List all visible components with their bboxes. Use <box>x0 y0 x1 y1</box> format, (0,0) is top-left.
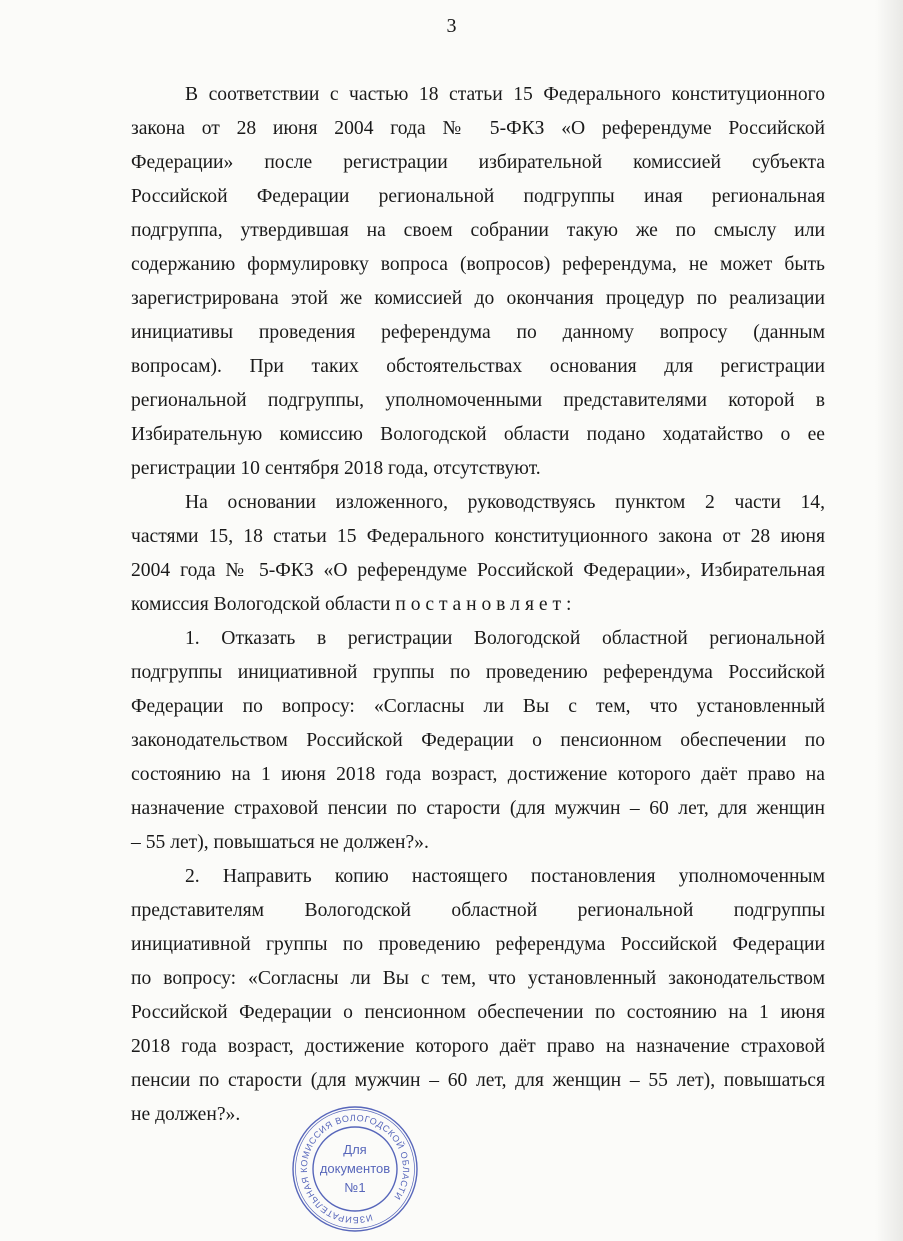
text-line: 2018 года возраст, достижение которого даёт право на назначение страховой <box>131 1036 825 1057</box>
text-line: На основании изложенного, руководствуясь пунктом 2 части 14, <box>185 492 825 513</box>
paragraph <box>131 486 825 622</box>
paragraph <box>131 860 825 1132</box>
text-line: Избирательную комиссию Вологодской области подано ходатайство о ее <box>131 424 825 445</box>
text-line: 1. Отказать в регистрации Вологодской областной региональной <box>185 628 825 649</box>
text-line: В соответствии с частью 18 статьи 15 Федерального конституционного <box>185 84 825 105</box>
text-line: подгруппа, утвердившая на своем собрании такую же по смыслу или <box>131 220 825 241</box>
text-line: законодательством Российской Федерации о пенсионном обеспечении по <box>131 730 825 751</box>
text-line: подгруппы инициативной группы по проведению референдума Российской <box>131 662 825 683</box>
text-line: инициативной группы по проведению референдума Российской Федерации <box>131 934 825 955</box>
text-line: Федерации по вопросу: «Согласны ли Вы с тем, что установленный <box>131 696 825 717</box>
stamp-ring-text: ИЗБИРАТЕЛЬНАЯ КОМИССИЯ ВОЛОГОДСКОЙ ОБЛАСТИ <box>298 1112 412 1226</box>
stamp-center-line1: Для <box>343 1142 367 1157</box>
text-line: Российской Федерации региональной подгруппы иная региональная <box>131 186 825 207</box>
scan-edge-shadow <box>875 0 903 1241</box>
text-line: инициативы проведения референдума по данному вопросу (данным <box>131 322 825 343</box>
text-line: комиссия Вологодской области п о с т а н о в л я е т : <box>131 594 572 615</box>
document-body <box>131 78 825 1132</box>
page-number: 3 <box>446 15 457 37</box>
text-line: пенсии по старости (для мужчин – 60 лет, для женщин – 55 лет), повышаться <box>131 1070 825 1091</box>
text-line: регистрации 10 сентября 2018 года, отсутствуют. <box>131 458 541 479</box>
text-line: Российской Федерации о пенсионном обеспечении по состоянию на 1 июня <box>131 1002 825 1023</box>
text-line: представителям Вологодской областной региональной подгруппы <box>131 900 825 921</box>
text-line: Федерации» после регистрации избирательной комиссией субъекта <box>131 152 825 173</box>
text-line: зарегистрирована этой же комиссией до окончания процедур по реализации <box>131 288 825 309</box>
text-line: содержанию формулировку вопроса (вопросов) референдума, не может быть <box>131 254 825 275</box>
text-line: состоянию на 1 июня 2018 года возраст, достижение которого даёт право на <box>131 764 825 785</box>
text-line: 2. Направить копию настоящего постановления уполномоченным <box>185 866 825 887</box>
paragraph <box>131 78 825 486</box>
stamp-center-line2: документов <box>319 1161 391 1176</box>
text-line: закона от 28 июня 2004 года № 5-ФКЗ «О референдуме Российской <box>131 118 825 139</box>
paragraph <box>131 622 825 860</box>
text-line: по вопросу: «Согласны ли Вы с тем, что установленный законодательством <box>131 968 825 989</box>
text-line: не должен?». <box>131 1104 241 1125</box>
text-line: 2004 года № 5-ФКЗ «О референдуме Российской Федерации», Избирательная <box>131 560 825 581</box>
text-line: – 55 лет), повышаться не должен?». <box>131 832 429 853</box>
text-line: региональной подгруппы, уполномоченными представителями которой в <box>131 390 825 411</box>
text-line: назначение страховой пенсии по старости (для мужчин – 60 лет, для женщин <box>131 798 825 819</box>
text-line: вопросам). При таких обстоятельствах основания для регистрации <box>131 356 825 377</box>
official-stamp <box>290 1104 420 1234</box>
text-line: частями 15, 18 статьи 15 Федерального конституционного закона от 28 июня <box>131 526 825 547</box>
stamp-center-line3: №1 <box>344 1180 366 1195</box>
